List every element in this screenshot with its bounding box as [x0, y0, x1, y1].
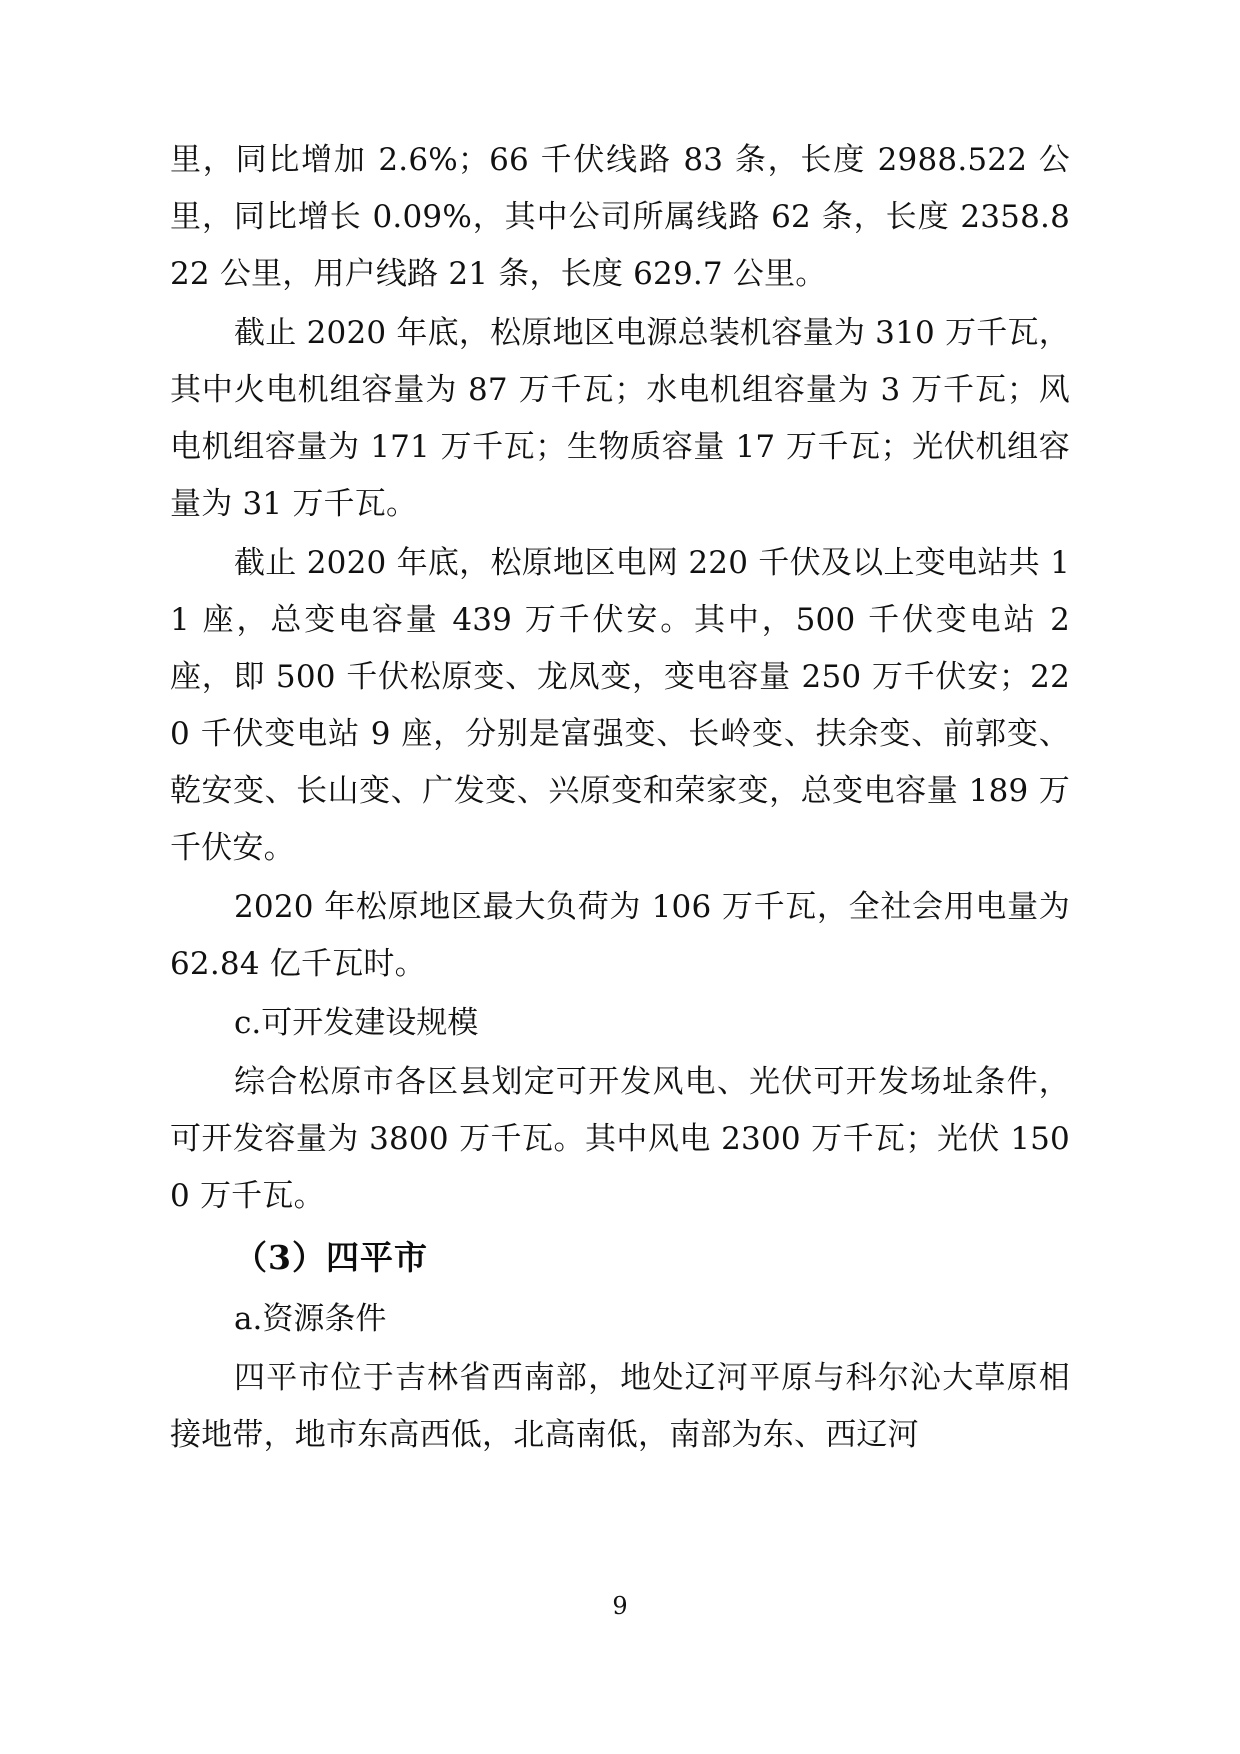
subheading-development-scale: c.可开发建设规模 [234, 1005, 479, 1041]
paragraph-siping-geography: 四平市位于吉林省西南部，地处辽河平原与科尔沁大草原相接地带，地市东高西低，北高南低，南部为东、西辽河 [170, 1360, 1070, 1453]
paragraph-substations: 截止 2020 年底，松原地区电网 220 千伏及以上变电站共 11 座，总变电容量 439 万千伏安。其中，500 千伏变电站 2 座，即 500 千伏松原变、龙凤变，变电容量 250 万千伏安；220 千伏变电站 9 座，分别是富强变、长岭变、扶余变、前郭变、乾安变、长山变、广发变、兴原变和荣家变，总变电容量 189 万千伏安。 [170, 545, 1070, 866]
subheading-resource-conditions: a.资源条件 [234, 1301, 387, 1337]
paragraph-development-scale: 综合松原市各区县划定可开发风电、光伏可开发场址条件，可开发容量为 3800 万千瓦。其中风电 2300 万千瓦；光伏 1500 万千瓦。 [170, 1064, 1070, 1214]
heading-siping-city: （3）四平市 [234, 1238, 428, 1277]
page-number: 9 [612, 1592, 628, 1620]
paragraph-line-continuation: 里，同比增加 2.6%；66 千伏线路 83 条，长度 2988.522 公里，同比增长 0.09%，其中公司所属线路 62 条，长度 2358.822 公里，用户线路 21 条，长度 629.7 公里。 [170, 142, 1070, 292]
page-body [170, 132, 1070, 1466]
paragraph-max-load: 2020 年松原地区最大负荷为 106 万千瓦，全社会用电量为 62.84 亿千瓦时。 [170, 889, 1070, 982]
paragraph-power-capacity: 截止 2020 年底，松原地区电源总装机容量为 310 万千瓦，其中火电机组容量为 87 万千瓦；水电机组容量为 3 万千瓦；风电机组容量为 171 万千瓦；生物质容量 17 万千瓦；光伏机组容量为 31 万千瓦。 [170, 315, 1070, 522]
